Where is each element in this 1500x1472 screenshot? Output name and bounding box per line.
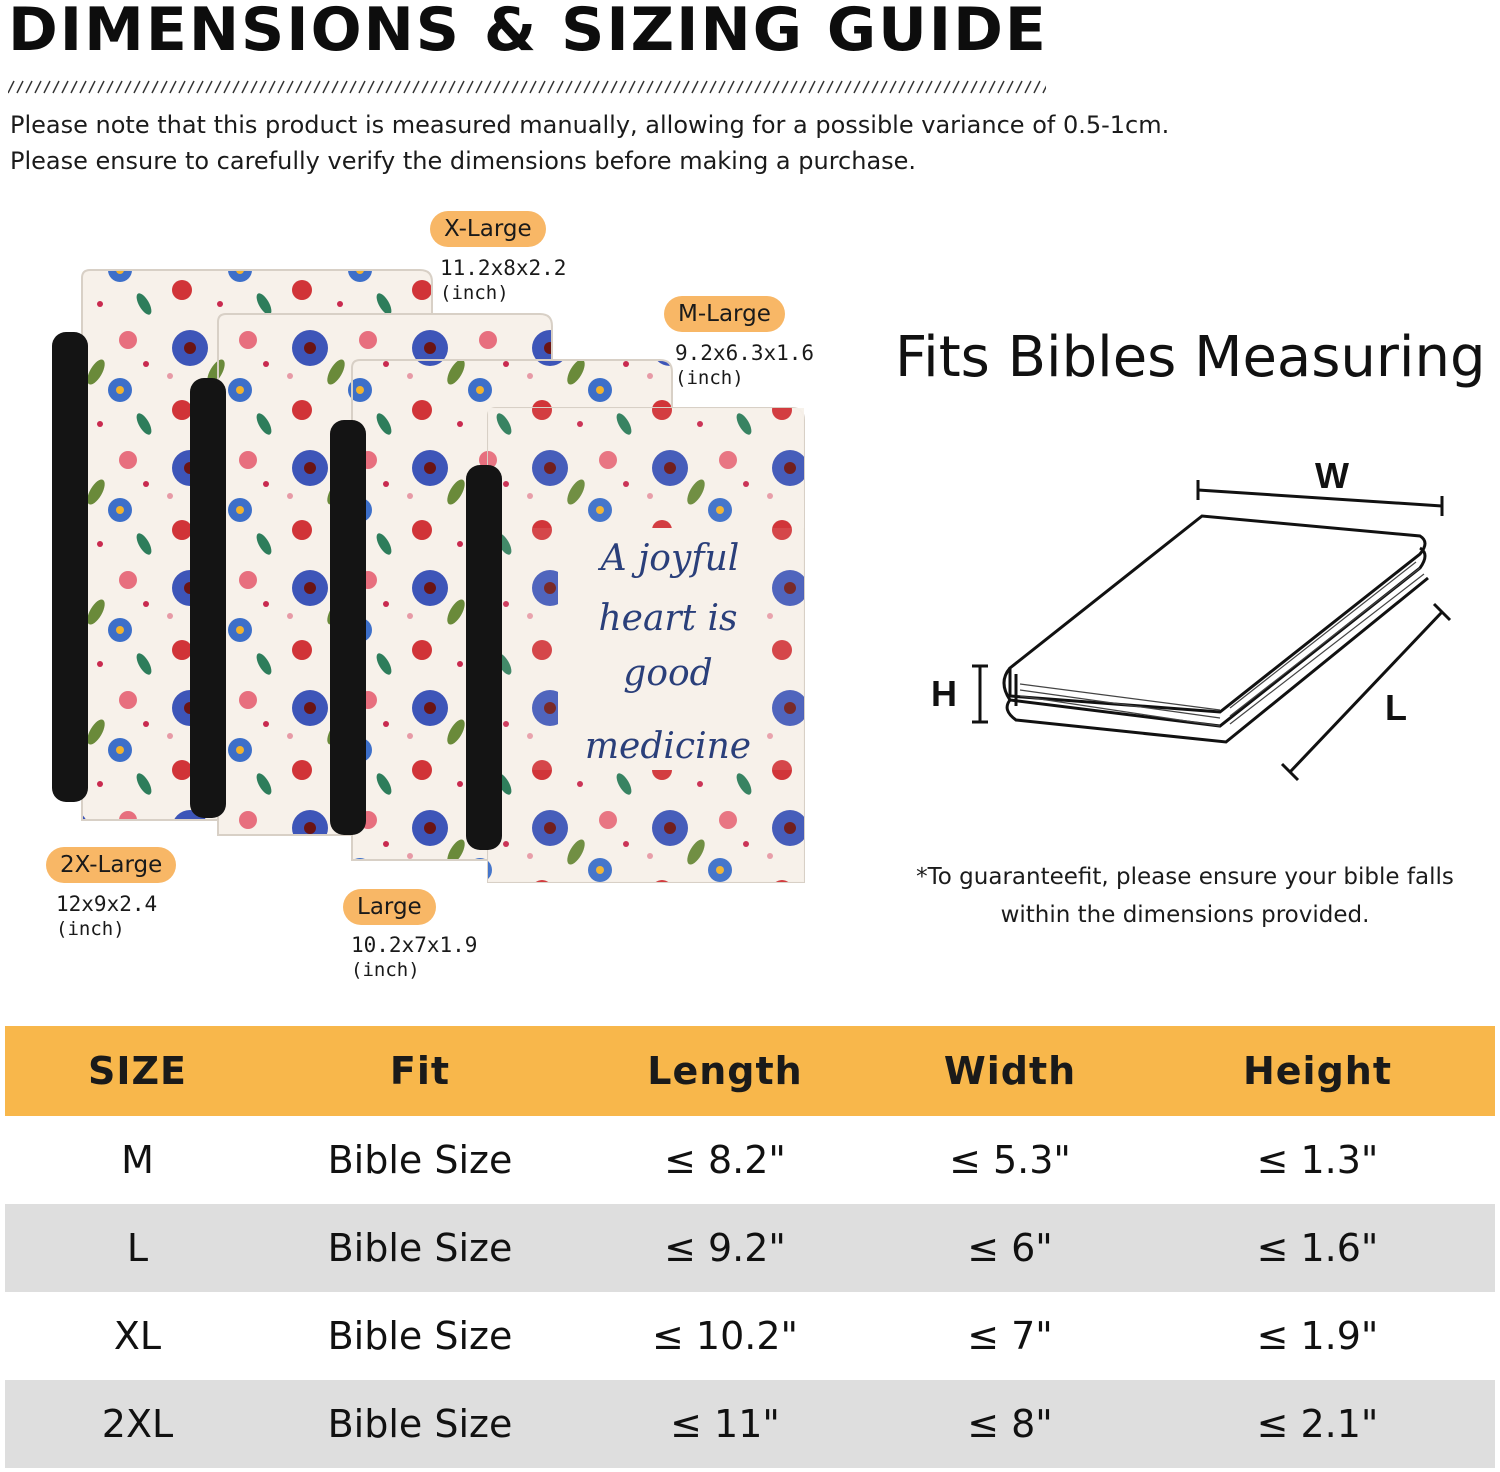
length-label: L xyxy=(1385,687,1407,728)
verify-note: Please ensure to carefully verify the dimensions before making a purchase. xyxy=(10,147,917,175)
size-unit-2x-large: (inch) xyxy=(56,918,125,940)
header-width: Width xyxy=(943,1049,1077,1093)
fit-cell: Bible Size xyxy=(327,1138,513,1182)
width-cell: ≤ 8" xyxy=(967,1402,1053,1446)
table-row xyxy=(5,1380,1495,1468)
size-unit-large: (inch) xyxy=(351,959,420,981)
size-cell: 2XL xyxy=(101,1402,174,1446)
height-cell: ≤ 1.9" xyxy=(1256,1314,1379,1358)
table-row xyxy=(5,1292,1495,1380)
guarantee-note-line-2: within the dimensions provided. xyxy=(1000,902,1370,928)
measurement-note: Please note that this product is measured manually, allowing for a possible variance of 0.5-1cm. xyxy=(10,111,1170,139)
book-dimension-diagram xyxy=(920,450,1480,790)
height-label: H xyxy=(931,673,957,714)
width-cell: ≤ 6" xyxy=(967,1226,1053,1270)
width-cell: ≤ 7" xyxy=(967,1314,1053,1358)
cover-text-line-3: good xyxy=(623,653,713,694)
cover-text-line-4: medicine xyxy=(584,726,752,767)
cover-m-large xyxy=(466,408,804,882)
cover-text-line-1: A joyful xyxy=(600,538,740,579)
fit-cell: Bible Size xyxy=(327,1402,513,1446)
length-cell: ≤ 9.2" xyxy=(664,1226,786,1270)
size-dims-x-large: 11.2x8x2.2 xyxy=(440,256,567,280)
size-cell: M xyxy=(121,1138,154,1182)
size-label-2x-large: 2X-Large xyxy=(46,847,176,883)
header-size: SIZE xyxy=(87,1049,188,1093)
height-cell: ≤ 2.1" xyxy=(1256,1402,1379,1446)
height-cell: ≤ 1.3" xyxy=(1256,1138,1379,1182)
width-cell: ≤ 5.3" xyxy=(949,1138,1071,1182)
table-header xyxy=(5,1026,1495,1116)
size-table xyxy=(5,1026,1495,1468)
size-dims-2x-large: 12x9x2.4 xyxy=(56,892,158,916)
size-label-x-large: X-Large xyxy=(430,211,546,247)
hatch-divider xyxy=(8,80,1046,94)
fit-cell: Bible Size xyxy=(327,1226,513,1270)
fit-cell: Bible Size xyxy=(327,1314,513,1358)
length-cell: ≤ 8.2" xyxy=(664,1138,786,1182)
table-row xyxy=(5,1204,1495,1292)
width-label: W xyxy=(1315,455,1349,496)
cover-text-line-2: heart is xyxy=(598,598,738,639)
length-cell: ≤ 10.2" xyxy=(651,1314,798,1358)
size-dims-m-large: 9.2x6.3x1.6 xyxy=(675,341,815,365)
fit-heading: Fits Bibles Measuring xyxy=(895,325,1486,390)
size-label-m-large: M-Large xyxy=(664,296,785,332)
height-cell: ≤ 1.6" xyxy=(1256,1226,1379,1270)
header-height: Height xyxy=(1242,1049,1393,1093)
size-unit-x-large: (inch) xyxy=(440,282,509,304)
length-cell: ≤ 11" xyxy=(670,1402,780,1446)
size-unit-m-large: (inch) xyxy=(675,367,744,389)
size-cell: XL xyxy=(113,1314,162,1358)
size-dims-large: 10.2x7x1.9 xyxy=(351,933,478,957)
size-label-large: Large xyxy=(343,889,436,925)
header-length: Length xyxy=(647,1049,803,1093)
page-title: DIMENSIONS & SIZING GUIDE xyxy=(8,0,1048,65)
guarantee-note-line-1: *To guaranteefit, please ensure your bible falls xyxy=(916,864,1454,890)
header-fit: Fit xyxy=(389,1049,451,1093)
table-row xyxy=(5,1116,1495,1204)
size-cell: L xyxy=(126,1226,149,1270)
